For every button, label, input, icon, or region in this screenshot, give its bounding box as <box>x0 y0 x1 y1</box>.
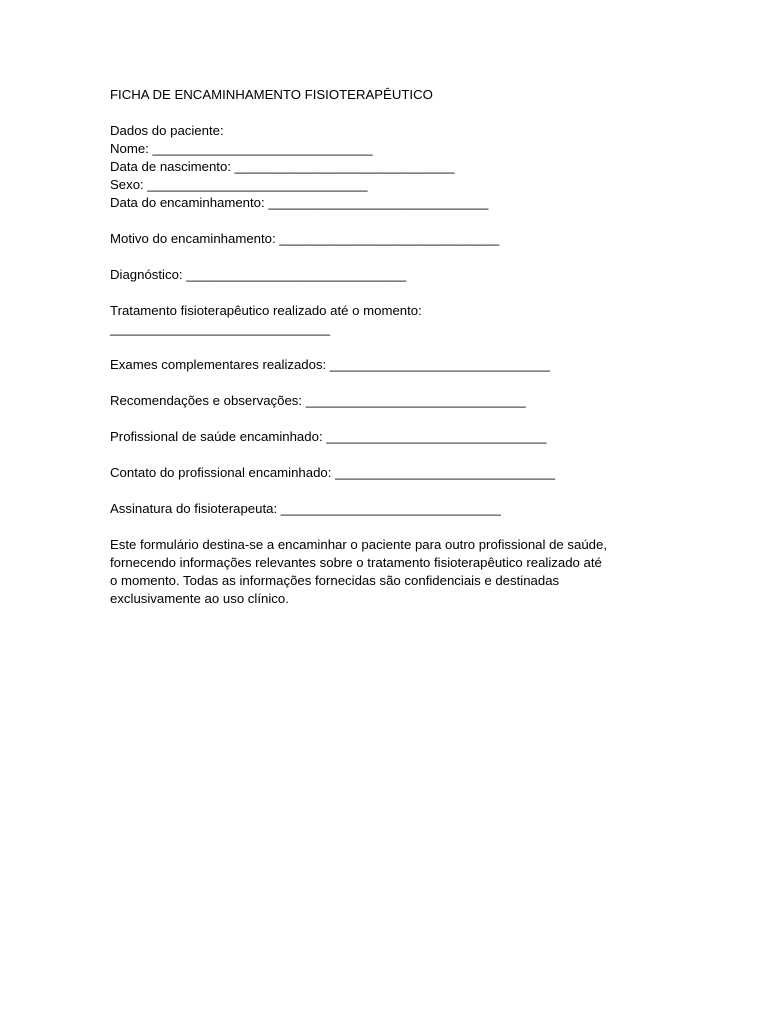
spacer <box>110 248 660 266</box>
closing-paragraph-line: exclusivamente ao uso clínico. <box>110 591 289 606</box>
referral-form <box>110 86 660 608</box>
field-tratamento-blank: ______________________________ <box>110 321 331 336</box>
spacer <box>110 212 660 230</box>
spacer <box>110 104 660 122</box>
spacer <box>110 482 660 500</box>
field-data-nascimento: Data de nascimento: ______________________________ <box>110 159 455 174</box>
closing-paragraph-line: Este formulário destina-se a encaminhar o paciente para outro profissional de saúde, <box>110 537 608 552</box>
field-nome: Nome: ______________________________ <box>110 141 373 156</box>
closing-paragraph-line: fornecendo informações relevantes sobre o tratamento fisioterapêutico realizado até <box>110 555 602 570</box>
field-exames: Exames complementares realizados: ______________________________ <box>110 357 550 372</box>
spacer <box>110 284 660 302</box>
spacer <box>110 338 660 356</box>
spacer <box>110 374 660 392</box>
patient-section-heading: Dados do paciente: <box>110 123 224 138</box>
field-motivo: Motivo do encaminhamento: ______________________________ <box>110 231 500 246</box>
field-data-encaminhamento: Data do encaminhamento: ______________________________ <box>110 195 489 210</box>
field-assinatura: Assinatura do fisioterapeuta: ______________________________ <box>110 501 501 516</box>
spacer <box>110 446 660 464</box>
field-recomendacoes: Recomendações e observações: ______________________________ <box>110 393 526 408</box>
spacer <box>110 518 660 536</box>
closing-paragraph-line: o momento. Todas as informações fornecidas são confidenciais e destinadas <box>110 573 560 588</box>
closing-paragraph <box>110 536 655 608</box>
field-profissional: Profissional de saúde encaminhado: ______________________________ <box>110 429 547 444</box>
field-tratamento-label: Tratamento fisioterapêutico realizado até o momento: <box>110 303 422 318</box>
field-diagnostico: Diagnóstico: ______________________________ <box>110 267 407 282</box>
field-contato: Contato do profissional encaminhado: ______________________________ <box>110 465 556 480</box>
field-sexo: Sexo: ______________________________ <box>110 177 368 192</box>
spacer <box>110 410 660 428</box>
form-title: FICHA DE ENCAMINHAMENTO FISIOTERAPÊUTICO <box>110 87 433 102</box>
